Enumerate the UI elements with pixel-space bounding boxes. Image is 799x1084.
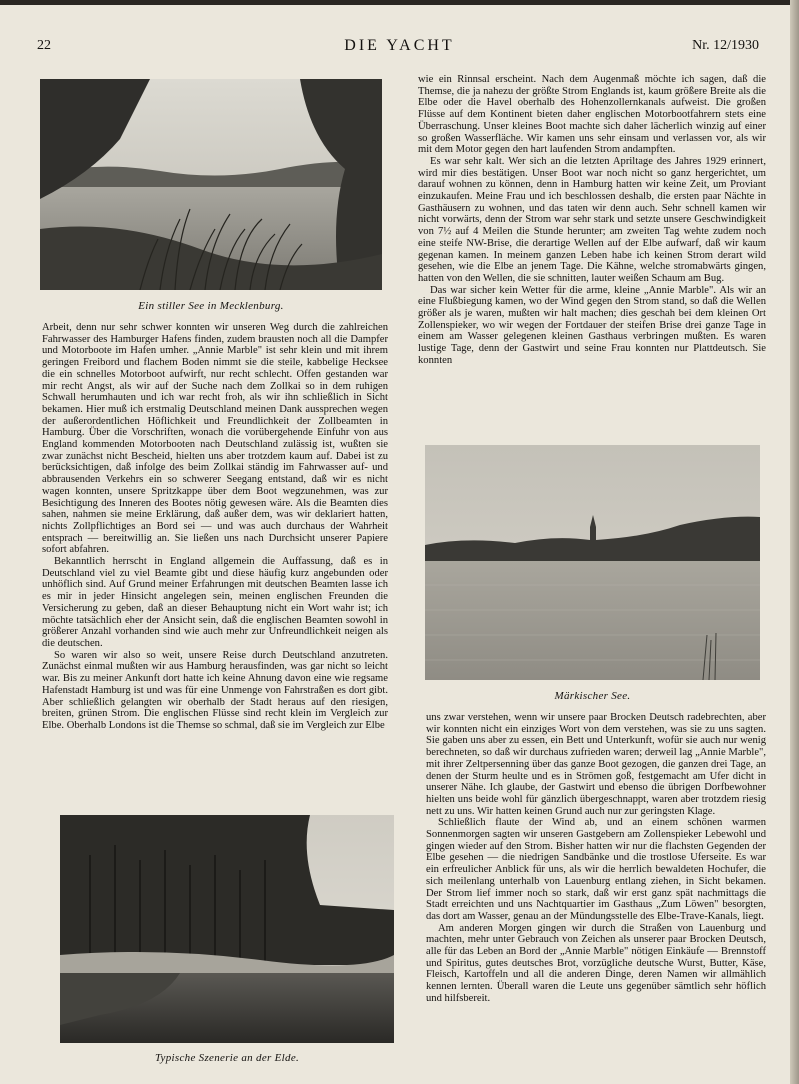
right-paragraph-5: Schließlich flaute der Wind ab, und an einem schönen warmen Sonnenmorgen sagten wir unseren Gastgebern am Zollenspieker Lebewohl und gingen wieder auf den Strom. Bisher hatten wir nur die flachsten Gegenden der Elbe gesehen — die niedrigen Sandbänke und die trostlose Uferseite. Es war ein erfreulicher Anblick für uns, als wir die herrlich bewaldeten Hochufer, die sich meilenlang unterhalb von Lauenburg entlang ziehen, in Sicht bekamen. Der Strom lief immer noch so stark, daß wir erst ganz spät nachmittags die Stadt erreichten und uns Nachtquartier im Gasthaus „Zum Löwen" besorgten, das dort am Wasser, genau an der Mündungsstelle des Elbe-Trave-Kanals, liegt.	[426, 817, 766, 922]
right-column-top-text	[418, 74, 766, 436]
left-column-text	[42, 322, 388, 802]
caption-mecklenburg: Ein stiller See in Mecklenburg.	[138, 300, 284, 312]
scan-top-edge	[0, 0, 799, 5]
caption-maerkischer-see: Märkischer See.	[554, 690, 631, 702]
right-paragraph-1: wie ein Rinnsal erscheint. Nach dem Augenmaß möchte ich sagen, daß die Themse, die ja nahezu der größte Strom Englands ist, kaum größere Breite als die Elbe oder die Havel oberhalb des Hohenzollernkanals aufweist. Die großen Flüsse auf dem Kontinent bieten daher englischen Motorbootfahrern stets eine Überraschung. Unser kleines Boot machte sich daher lächerlich winzig auf einer so großen Wasserfläche. Wir kamen uns sehr einsam und verlassen vor, als wir mit dem Motor gegen den hart laufenden Strom andampften.	[418, 74, 766, 156]
issue-number: Nr. 12/1930	[692, 38, 759, 53]
journal-title: DIE YACHT	[344, 37, 455, 54]
right-column-bottom-text	[426, 712, 766, 1067]
left-paragraph-3: So waren wir also so weit, unsere Reise durch Deutschland anzutreten. Zunächst einmal mußten wir aus Hamburg herausfinden, was gar nicht so leicht war. Bis zu meiner Ankunft dort hatte ich keine Ahnung davon eine wie regsame Hafenstadt Hamburg ist und was für eine Unmenge von Fahrstraßen es dort gibt. Aber schließlich gelangten wir oberhalb der Stadt heraus auf den riesigen, breiten, grünen Strom. Die englischen Flüsse sind recht klein im Vergleich zur Elbe. Oberhalb Londons ist die Themse so schmal, daß sie im Vergleich zur Elbe	[42, 649, 388, 731]
right-paragraph-2: Es war sehr kalt. Wer sich an die letzten Apriltage des Jahres 1929 erinnert, wird mir dies bestätigen. Unser Boot war noch nicht so ganz hergerichtet, um darauf wohnen zu können, denn in Hamburg hatten wir keine Zeit, um Proviant einzukaufen. Meine Frau und ich beschlossen deshalb, die ersten paar Nächte in Gasthäusern zu wohnen, und das taten wir denn auch. Sehr schnell kamen wir nicht vorwärts, denn der Strom war sehr stark und setzte unsere Geschwindigkeit von 7½ auf 4 Meilen die Stunde herunter; am zweiten Tag wehte zudem noch eine steife NW-Brise, die derartige Wellen auf der Elbe aufwarf, daß wir kaum gegenan kamen. In meinem ganzen Leben habe ich keinen Strom derart wild gesehen, wie die Elbe an jenem Tage. Die Kähne, welche stromabwärts gingen, hatten von den Wellen, die sie schnitten, lauter weißen Schaum am Bug.	[418, 155, 766, 284]
photo-maerkischer-see-image	[425, 445, 760, 680]
left-paragraph-1: Arbeit, denn nur sehr schwer konnten wir unseren Weg durch die zahlreichen Fahrwasser des Hamburger Hafens finden, zudem brausten noch all die Dampfer und Motorboote im Hafen umher. „Annie Marble" ist sehr klein und mit ihrem geringen Freibord und flachem Boden nimmt sie die steile, kabbelige Hecksee die ein schnelles Motorboot aufwirft, nur recht schlecht. Offen gestanden war mir recht Angst, als wir auf der Suche nach dem Zollkai so in dem ruhigen Schwall herumhauten und ich war recht froh, als wir ihn schließlich in Sicht bekamen. Hier muß ich erstmalig Deutschland meinen Dank aussprechen wegen der außerordentlichen Höflichkeit und Freundlichkeit der Zollbeamten in Hamburg. Über die Vorschriften, wonach die vorübergehende Einfuhr von aus England kommenden Motorbooten nach Deutschland zulässig ist, wußten sie zwar zunächst nicht Bescheid, hielten uns aber trotzdem kaum auf. Dabei ist zu berücksichtigen, daß infolge des beim Zollkai ständig im Fahrwasser auf- und abbrausenden Verkehrs ein so schwerer Seegang entstand, daß wir es nicht wagen konnten, unsere Spritzkappe über dem Boot wegzunehmen, was zur Besichtigung des Inneren des Bootes nötig gewesen wäre. Als die Beamten dies sahen, nahmen sie meine Erklärung, daß außer dem, was wir deklariert hatten, nichts Zollpflichtiges an Bord sei — und was auch durchaus der Wahrheit entsprach — bereitwillig an. Sie ließen uns nach Durchsicht unserer Papiere sofort abfahren.	[42, 322, 388, 556]
photo-elde-scenery	[60, 815, 394, 1043]
left-paragraph-2: Bekanntlich herrscht in England allgemein die Auffassung, daß es in Deutschland viel zu viel Beamte gibt und diese häufig kurz angebunden oder unhöflich sind. Auf Grund meiner Erfahrungen mit deutschen Beamten lasse ich es mir in jeder Hinsicht angelegen sein, meinen englischen Freunden die Versicherung zu geben, daß an dieser Behauptung nicht ein Wort wahr ist; ich möchte tatsächlich eher der Ansicht sein, daß die englischen Beamten sowohl in größerer Anzahl vorhanden sind wie auch mehr zur Unfreundlichkeit neigen als die deutschen.	[42, 556, 388, 649]
right-paragraph-6: Am anderen Morgen gingen wir durch die Straßen von Lauenburg und machten, mehr unter Gebrauch von Zeichen als unserer paar Brocken Deutsch, alle für das Leben an Bord der „Annie Marble" nötigen Einkäufe — Brennstoff und Spiritus, gutes deutsches Brot, vorzügliche deutsche Wurst, Butter, Käse, Fleisch, Kartoffeln und all die anderen Dinge, deren Namen wir allmählich kennen lernten. Überall waren die Leute uns gegenüber sämtlich sehr höflich und hilfsbereit.	[426, 922, 766, 1004]
page-number: 22	[37, 38, 51, 53]
scan-right-edge	[790, 0, 799, 1084]
photo-mecklenburg-lake	[40, 79, 382, 290]
photo-mecklenburg-lake-image	[40, 79, 382, 290]
right-paragraph-4: uns zwar verstehen, wenn wir unsere paar Brocken Deutsch radebrechten, aber wir konnten nicht ein einziges Wort von dem verstehen, was sie zu uns sagten. Sie gaben uns aber zu essen, ein Bett und Unterkunft, wofür sie auch nur wenig berechneten, so daß wir durchaus zufrieden waren; derweil lag „Annie Marble", mit ihrer Zeltpersenning über das ganze Boot gezogen, die ganzen drei Tage, an denen der Sturm heulte und es in Strömen goß, festgemacht am Ufer dicht in unserer Nähe. Ich glaube, der Gastwirt und ebenso die übrigen Dorfbewohner hielten uns beide wohl für gänzlich übergeschnappt, waren aber trotzdem riesig nett zu uns. Wir hatten keinen Grund auch nur zur geringsten Klage.	[426, 712, 766, 817]
photo-elde-scenery-image	[60, 815, 394, 1043]
right-paragraph-3: Das war sicher kein Wetter für die arme, kleine „Annie Marble". Als wir an eine Flußbiegung kamen, wo der Wind gegen den Strom stand, so daß die Wellen größer als je waren, mußten wir halt machen; dies geschah bei dem kleinen Ort Zollenspieker, wo wir wegen der Fortdauer der steifen Brise drei ganze Tage in einem am Wasser gelegenen kleinen Gasthaus verbringen mußten. Es waren lustige Tage, denn der Gastwirt und seine Frau konnten nur Plattdeutsch. Sie konnten	[418, 284, 766, 366]
caption-elde: Typische Szenerie an der Elde.	[154, 1052, 300, 1064]
photo-maerkischer-see	[425, 445, 760, 680]
